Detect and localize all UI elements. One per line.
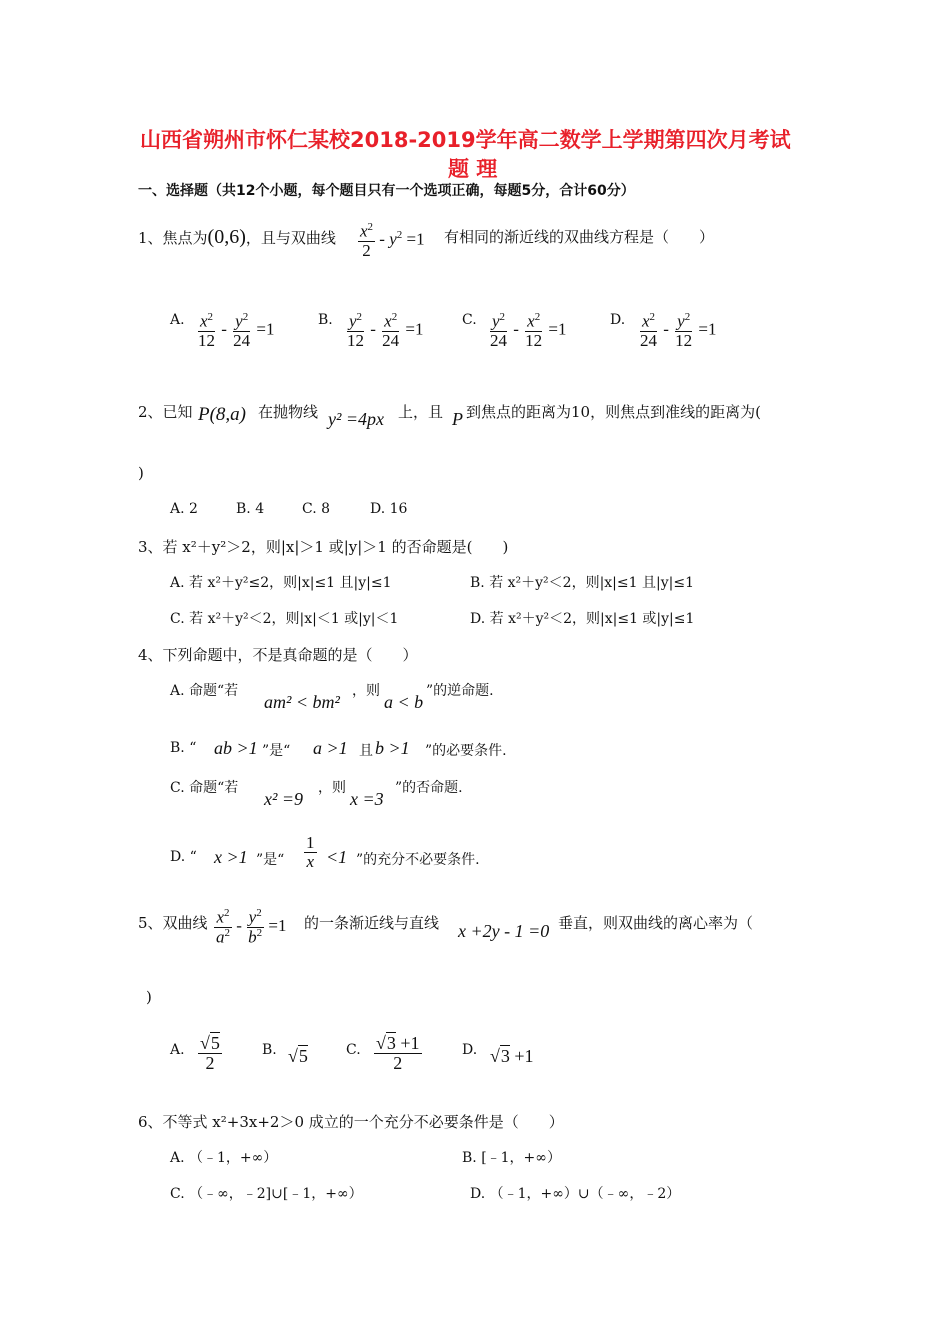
q1-hyperbola: $\frac{x^2}{2}$ - $y^2 =1$	[360, 221, 425, 260]
q1-option-a-formula: $\frac{x^2}{12}$ - $\frac{y^2}{24}$ =1	[198, 311, 275, 350]
q2-option-c: C. 8	[302, 501, 331, 517]
q6-option-a: A. （﹣1，+∞）	[170, 1150, 278, 1166]
q2-post: 到焦点的距离为10，则焦点到准线的距离为(	[466, 403, 761, 421]
q2-parabola: y² =4px	[328, 409, 385, 429]
q1-mid: ，且与双曲线	[245, 229, 336, 247]
q4-b-m1: ab >1	[214, 738, 258, 758]
q5-option-a-formula: $\frac{√5}{2}$	[200, 1033, 220, 1073]
q1-stem	[138, 226, 336, 249]
q4-d-m1: x >1	[214, 847, 248, 867]
q4-d-m2: <1	[326, 847, 348, 867]
q5-mid: 的一条渐近线与直线	[304, 914, 440, 932]
q4-b-post: ”的必要条件.	[425, 743, 507, 759]
q5-option-c-formula: $\frac{√3 +1}{2}$	[376, 1033, 420, 1073]
q2-option-d: D. 16	[370, 501, 408, 517]
q5-pre: 5、双曲线	[138, 914, 208, 932]
q5-option-b-formula: √5	[288, 1046, 308, 1066]
q2-mid2: 上，且	[398, 403, 444, 421]
page-title-line1: 山西省朔州市怀仁某校2018-2019学年高二数学上学期第四次月考试	[140, 128, 791, 152]
q4-a-pre: A. 命题“若	[170, 683, 239, 699]
q5-option-a-label: A.	[170, 1042, 185, 1058]
q1-option-c-formula: $\frac{y^2}{24}$ - $\frac{x^2}{12}$ =1	[490, 311, 567, 350]
q3-option-b: B. 若 x²＋y²＜2，则|x|≤1 且|y|≤1	[470, 575, 694, 591]
q1-point: (0,6)	[207, 226, 246, 248]
q4-d-pre: D. “	[170, 849, 197, 865]
q3-option-c: C. 若 x²＋y²＜2，则|x|＜1 或|y|＜1	[170, 611, 399, 627]
q4-c-m2: x =3	[350, 789, 384, 809]
q4-a-post: ”的逆命题.	[426, 683, 494, 699]
q1-pre: 1、焦点为	[138, 229, 208, 247]
q1-option-c-label: C.	[462, 312, 477, 328]
section-heading: 一、选择题（共12个小题，每个题目只有一个选项正确，每题5分，合计60分）	[138, 183, 635, 199]
q6-option-d: D. （﹣1，+∞）∪（﹣∞，﹣2）	[470, 1186, 681, 1202]
q5-option-b-label: B.	[262, 1042, 277, 1058]
q4-c-mid: ，则	[318, 780, 346, 796]
q5-post: 垂直，则双曲线的离心率为（	[558, 914, 754, 932]
q3-option-d: D. 若 x²＋y²＜2，则|x|≤1 或|y|≤1	[470, 611, 695, 627]
q4-b-mid2: 且	[359, 743, 373, 759]
q2-point: P(8,a)	[198, 404, 247, 425]
q1-option-d-label: D.	[610, 312, 626, 328]
q2-p: P	[452, 409, 463, 429]
q4-b-pre: B. “	[170, 740, 197, 756]
q5-option-d-formula: √3 +1	[490, 1046, 534, 1066]
q6-option-b: B. [﹣1，+∞）	[462, 1150, 561, 1166]
q2-close: )	[138, 464, 144, 482]
q2-pre: 2、已知	[138, 403, 193, 421]
q4-d-fraction: $\frac{1}{x}$	[306, 833, 315, 871]
q1-option-a-label: A.	[170, 312, 185, 328]
q2-mid1: 在抛物线	[258, 403, 319, 421]
q5-option-c-label: C.	[346, 1042, 361, 1058]
q5-line: x +2y - 1 =0	[458, 921, 550, 941]
q4-stem: 4、下列命题中，不是真命题的是（ ）	[138, 646, 418, 664]
q1-option-b-formula: $\frac{y^2}{12}$ - $\frac{x^2}{24}$ =1	[347, 311, 424, 350]
q1-option-d-formula: $\frac{x^2}{24}$ - $\frac{y^2}{12}$ =1	[640, 311, 717, 350]
q1-post: 有相同的渐近线的双曲线方程是（ ）	[444, 228, 715, 246]
q5-option-d-label: D.	[462, 1042, 478, 1058]
q3-stem: 3、若 x²＋y²＞2，则|x|＞1 或|y|＞1 的否命题是( )	[138, 538, 509, 556]
q2-option-b: B. 4	[236, 501, 265, 517]
q4-a-mid: ，则	[352, 683, 380, 699]
q4-b-m2: a >1	[313, 738, 348, 758]
q6-option-c: C. （﹣∞，﹣2]∪[﹣1，+∞）	[170, 1186, 363, 1202]
q4-d-post: ”的充分不必要条件.	[356, 852, 480, 868]
q5-close: )	[146, 988, 152, 1006]
page-title-line2: 题 理	[448, 157, 498, 181]
q1-option-b-label: B.	[318, 312, 333, 328]
q4-c-m1: x² =9	[264, 789, 304, 809]
q2-option-a: A. 2	[170, 501, 198, 517]
q6-stem: 6、不等式 x²+3x+2＞0 成立的一个充分不必要条件是（ ）	[138, 1113, 564, 1131]
q4-b-m3: b >1	[375, 738, 410, 758]
q4-d-mid: ”是“	[256, 852, 285, 868]
q4-a-m2: a < b	[384, 692, 424, 712]
q4-b-mid1: ”是“	[262, 743, 291, 759]
q4-c-post: ”的否命题.	[395, 780, 463, 796]
q4-a-m1: am² < bm²	[264, 692, 340, 712]
q3-option-a: A. 若 x²＋y²≤2，则|x|≤1 且|y|≤1	[170, 575, 392, 591]
q4-c-pre: C. 命题“若	[170, 780, 239, 796]
q5-hyperbola: $\frac{x^2}{a^2}$ - $\frac{y^2}{b^2}$ =1	[216, 907, 287, 947]
